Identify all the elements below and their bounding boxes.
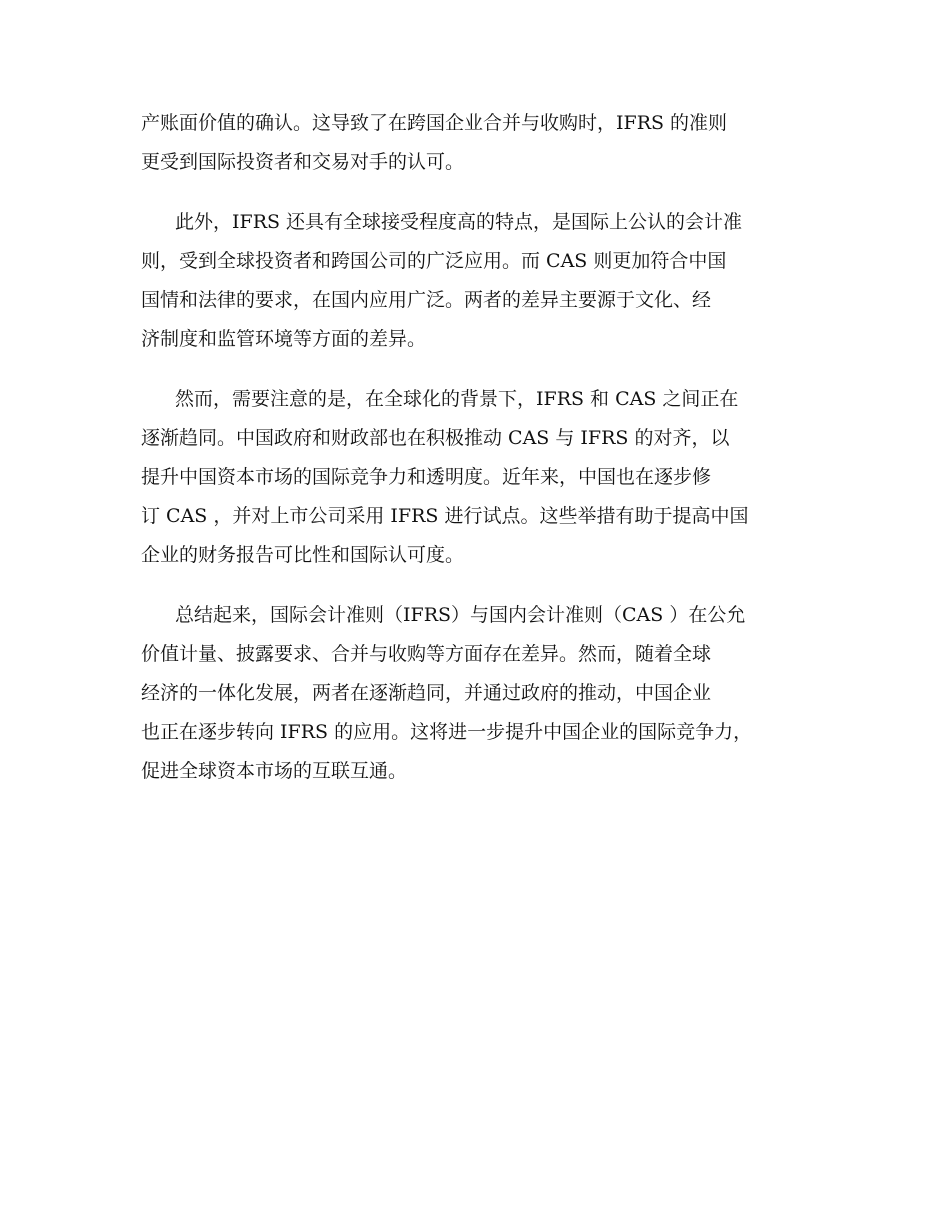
paragraph-2 xyxy=(141,203,841,359)
paragraph-line: 产账面价值的确认。这导致了在跨国企业合并与收购时，IFRS 的准则 xyxy=(141,112,728,134)
paragraph-3 xyxy=(141,380,841,575)
paragraph-line: 济制度和监管环境等方面的差异。 xyxy=(141,328,427,350)
paragraph-line: 然而，需要注意的是，在全球化的背景下，IFRS 和 CAS 之间正在 xyxy=(175,388,739,410)
paragraph-line: 提升中国资本市场的国际竞争力和透明度。近年来，中国也在逐步修 xyxy=(141,466,712,488)
paragraph-line: 价值计量、披露要求、合并与收购等方面存在差异。然而，随着全球 xyxy=(141,643,712,665)
document-body xyxy=(141,104,841,812)
paragraph-line: 此外，IFRS 还具有全球接受程度高的特点，是国际上公认的会计准 xyxy=(175,211,743,233)
paragraph-line: 逐渐趋同。中国政府和财政部也在积极推动 CAS 与 IFRS 的对齐，以 xyxy=(141,427,730,449)
paragraph-line: 经济的一体化发展，两者在逐渐趋同，并通过政府的推动，中国企业 xyxy=(141,682,712,704)
paragraph-line: 则，受到全球投资者和跨国公司的广泛应用。而 CAS 则更加符合中国 xyxy=(141,250,727,272)
paragraph-line: 订 CAS ，并对上市公司采用 IFRS 进行试点。这些举措有助于提高中国 xyxy=(141,505,749,527)
paragraph-line: 更受到国际投资者和交易对手的认可。 xyxy=(141,151,465,173)
paragraph-4 xyxy=(141,596,841,791)
paragraph-line: 也正在逐步转向 IFRS 的应用。这将进一步提升中国企业的国际竞争力， xyxy=(141,721,753,743)
paragraph-line: 企业的财务报告可比性和国际认可度。 xyxy=(141,544,465,566)
paragraph-line: 国情和法律的要求，在国内应用广泛。两者的差异主要源于文化、经 xyxy=(141,289,712,311)
paragraph-line: 促进全球资本市场的互联互通。 xyxy=(141,760,408,782)
paragraph-1 xyxy=(141,104,841,182)
paragraph-line: 总结起来，国际会计准则（IFRS）与国内会计准则（CAS ）在公允 xyxy=(175,604,746,626)
